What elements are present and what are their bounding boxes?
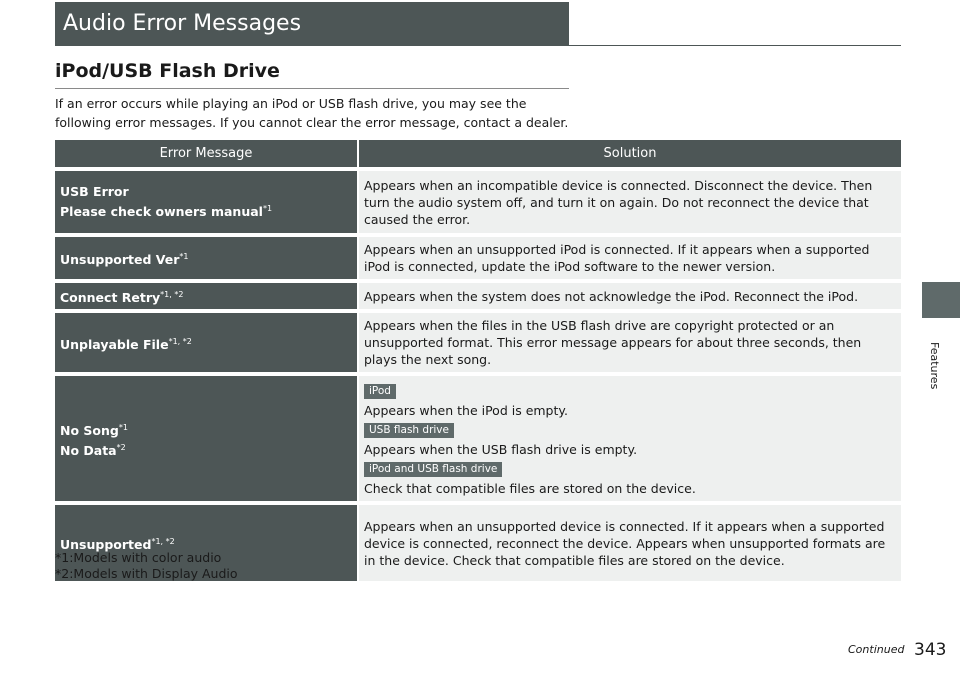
footnote-marker: *1, *2 [160,290,184,299]
solution-cell [359,376,901,501]
page-number: 343 [914,640,947,660]
error-message-cell [55,313,359,372]
continued-label: Continued [848,643,905,656]
solution-cell: Appears when an unsupported iPod is connected. If it appears when a supported iPod is connected, update the iPod software to the newer version. [359,237,901,279]
solution-text: Appears when the USB flash drive is empty. [364,442,638,458]
error-message-text: Please check owners manual [60,204,263,220]
error-message-text: No Data [60,442,117,458]
error-message-text: Unsupported Ver [60,252,180,268]
header-solution: Solution [359,140,901,167]
ipod-tag: iPod [364,384,396,399]
intro-text: If an error occurs while playing an iPod or USB flash drive, you may see the following error messages. If you cannot clear the error message, contact a dealer. [55,96,569,130]
table-header-row [55,140,901,167]
solution-cell: Appears when the files in the USB flash drive are copyright protected or an unsupported format. This error message appears for about three seconds, then plays the next song. [359,313,901,372]
footnote: *2:Models with Display Audio [55,566,238,581]
solution-cell: Appears when an incompatible device is connected. Disconnect the device. Then turn the audio system off, and turn it on again. Do not reconnect the device that caused the error. [359,171,901,233]
solution-cell: Appears when an unsupported device is connected. If it appears when a supported device is connected, reconnect the device. Appears when unsupported formats are in the device. Check that compatible files are stored on the device. [359,505,901,581]
table-row [55,171,901,233]
section-title: iPod/USB Flash Drive [55,60,280,82]
solution-cell: Appears when the system does not acknowledge the iPod. Reconnect the iPod. [359,283,901,309]
chapter-tab [922,282,960,318]
footnote-marker: *1 [118,422,128,432]
footnote: *1:Models with color audio [55,550,222,565]
error-message-cell [55,283,359,309]
footnote-marker: *1 [179,251,189,261]
footnotes [55,550,238,582]
error-message-text: Unplayable File [60,336,169,352]
footnote-marker: *1, *2 [168,336,192,346]
table-row [55,313,901,372]
error-message-line [60,439,352,459]
header-error-message: Error Message [55,140,359,167]
title-rule [569,45,901,46]
solution-text: Check that compatible files are stored on the device. [364,481,696,497]
usb-flash-drive-tag: USB flash drive [364,423,454,438]
error-message-line: USB Error [60,184,129,200]
section-rule [55,88,569,89]
error-message-cell [55,171,359,233]
solution-text: Appears when the iPod is empty. [364,403,568,419]
error-message-text: No Song [60,422,119,438]
footnote-marker: *2 [116,442,126,452]
table-row [55,283,901,309]
error-message-cell [55,237,359,279]
chapter-label: Features [928,342,941,390]
table-row [55,237,901,279]
error-message-cell [55,376,359,501]
ipod-and-usb-tag: iPod and USB flash drive [364,462,502,477]
footnote-marker: *1, *2 [151,537,175,547]
error-message-line [60,419,352,439]
page-title: Audio Error Messages [55,2,569,46]
error-message-text: Connect Retry [60,290,161,306]
table-row [55,376,901,501]
error-message-table [55,136,901,585]
error-message-line [60,200,352,220]
footnote-marker: *1 [262,204,273,214]
error-message-text: Unsupported [60,537,152,553]
